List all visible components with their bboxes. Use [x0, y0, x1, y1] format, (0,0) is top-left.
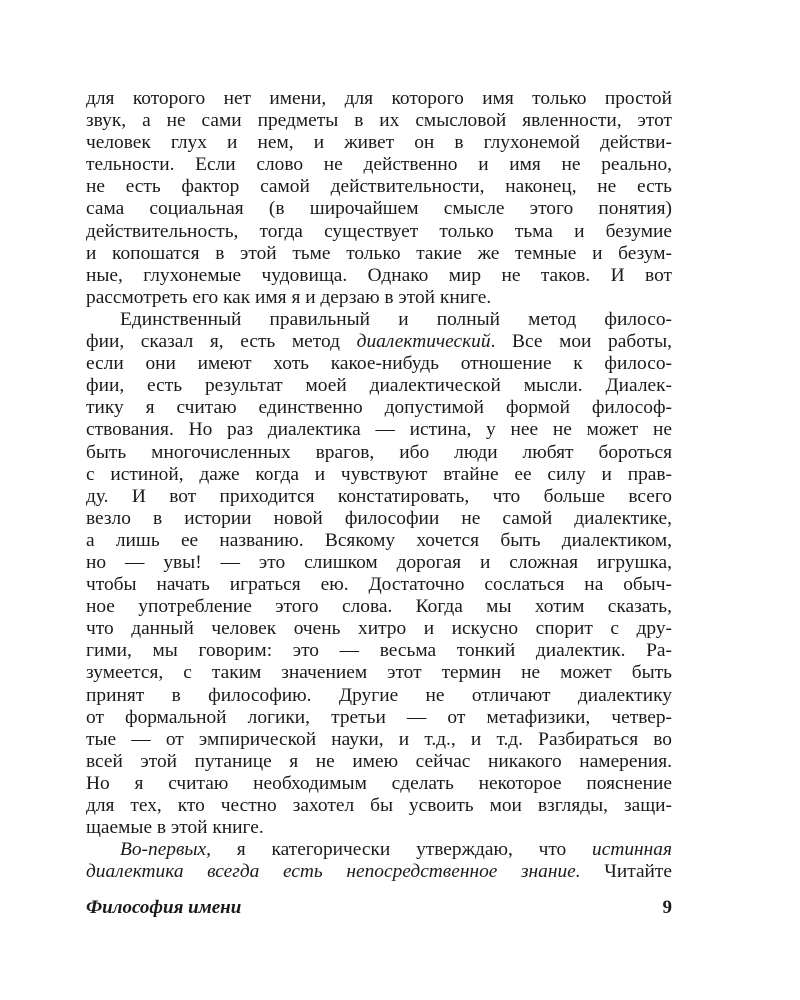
text-line — [86, 309, 672, 331]
text-segment: что данный человек очень хитро и искусно спорит с дру- — [86, 618, 672, 640]
text-segment: ное употребление этого слова. Когда мы хотим сказать, — [86, 596, 672, 618]
text-line — [86, 375, 672, 397]
text-segment: тику я считаю единственно допустимой формой философ- — [86, 397, 672, 419]
text-segment: Единственный правильный и полный метод филосо- — [120, 308, 672, 330]
italic-text-segment: истинная — [592, 839, 672, 861]
text-line — [86, 640, 672, 662]
text-segment: Но я считаю необходимым сделать некоторое пояснение — [86, 772, 672, 794]
text-line — [86, 574, 672, 596]
text-segment: щаемые в этой книге. — [86, 817, 264, 839]
text-segment: рассмотреть его как имя я и дерзаю в этой книге. — [86, 286, 492, 308]
text-line — [86, 243, 672, 265]
text-line — [86, 508, 672, 530]
text-line — [86, 265, 672, 287]
text-line — [86, 751, 672, 773]
text-segment: Читайте — [580, 861, 673, 883]
text-line — [86, 132, 672, 154]
text-line — [86, 596, 672, 618]
text-segment: всей этой путанице я не имею сейчас никакого намерения. — [86, 750, 672, 772]
text-segment: если они имеют хоть какое-нибудь отношение к филосо- — [86, 353, 672, 375]
text-line — [86, 198, 672, 220]
text-line — [86, 176, 672, 198]
text-segment: с истиной, даже когда и чувствуют втайне ее силу и прав- — [86, 463, 672, 485]
text-segment: сама социальная (в широчайшем смысле этого понятия) — [86, 198, 672, 220]
italic-text-segment: Во-первых, — [120, 839, 211, 861]
text-segment: и копошатся в этой тьме только такие же темные и безум- — [86, 242, 672, 264]
text-segment: для тех, кто честно захотел бы усвоить мои взгляды, защи- — [86, 795, 672, 816]
page-number: 9 — [662, 897, 672, 918]
text-segment: ные, глухонемые чудовища. Однако мир не таков. И вот — [86, 264, 672, 286]
text-line — [86, 552, 672, 574]
text-segment: зумеется, с таким значением этот термин не может быть — [86, 662, 672, 684]
text-segment: . Все мои работы, — [490, 331, 672, 353]
text-line — [86, 685, 672, 707]
text-line — [86, 442, 672, 464]
text-line — [86, 154, 672, 176]
text-segment: человек глух и нем, и живет он в глухонемой действи- — [86, 132, 672, 154]
text-segment: ствования. Но раз диалектика — истина, у нее не может не — [86, 419, 672, 441]
text-line — [86, 287, 672, 309]
text-line — [86, 397, 672, 419]
text-line — [86, 331, 672, 353]
text-segment: от формальной логики, третьи — от метафизики, четвер- — [86, 706, 672, 728]
text-segment: для которого нет имени, для которого имя только простой — [86, 88, 672, 109]
text-line — [86, 110, 672, 132]
text-segment: я категорически утверждаю, что — [211, 839, 593, 861]
text-line — [86, 353, 672, 375]
italic-text-segment: диалектический — [356, 331, 491, 353]
text-segment: принят в философию. Другие не отличают диалектику — [86, 684, 672, 706]
text-segment: звук, а не сами предметы в их смысловой явленности, этот — [86, 110, 672, 132]
text-segment: ду. И вот приходится констатировать, что больше всего — [86, 485, 672, 507]
running-footer-title: Философия имени — [86, 897, 242, 918]
text-line — [86, 707, 672, 729]
text-line — [86, 729, 672, 751]
text-segment: тые — от эмпирической науки, и т.д., и т.д. Разбираться во — [86, 728, 672, 750]
text-line — [86, 839, 672, 861]
text-segment: а лишь ее названию. Всякому хочется быть диалектиком, — [86, 529, 672, 551]
text-line — [86, 221, 672, 243]
text-line — [86, 530, 672, 552]
page-footer — [86, 897, 672, 921]
text-line — [86, 662, 672, 684]
text-line — [86, 861, 672, 883]
text-segment: фии, есть результат моей диалектической мысли. Диалек- — [86, 375, 672, 397]
text-segment: быть многочисленных врагов, ибо люди любят бороться — [86, 441, 672, 463]
text-line — [86, 817, 672, 839]
text-segment: фии, сказал я, есть метод — [86, 331, 357, 353]
text-segment: не есть фактор самой действительности, наконец, не есть — [86, 176, 672, 198]
text-segment: действительность, тогда существует только тьма и безумие — [86, 220, 672, 242]
text-line — [86, 419, 672, 441]
text-segment: гими, мы говорим: это — весьма тонкий диалектик. Ра- — [86, 640, 672, 662]
text-segment: но — увы! — это слишком дорогая и сложная игрушка, — [86, 551, 672, 573]
text-line — [86, 618, 672, 640]
text-segment: чтобы начать играться ею. Достаточно сослаться на обыч- — [86, 574, 672, 596]
text-line — [86, 88, 672, 110]
text-line — [86, 464, 672, 486]
italic-text-segment: диалектика всегда есть непосредственное знание. — [86, 861, 581, 883]
text-line — [86, 795, 672, 817]
page-body-text — [86, 88, 672, 883]
text-segment: тельности. Если слово не действенно и имя не реально, — [86, 154, 672, 176]
text-line — [86, 486, 672, 508]
text-line — [86, 773, 672, 795]
text-segment: везло в истории новой философии не самой диалектике, — [86, 507, 672, 529]
